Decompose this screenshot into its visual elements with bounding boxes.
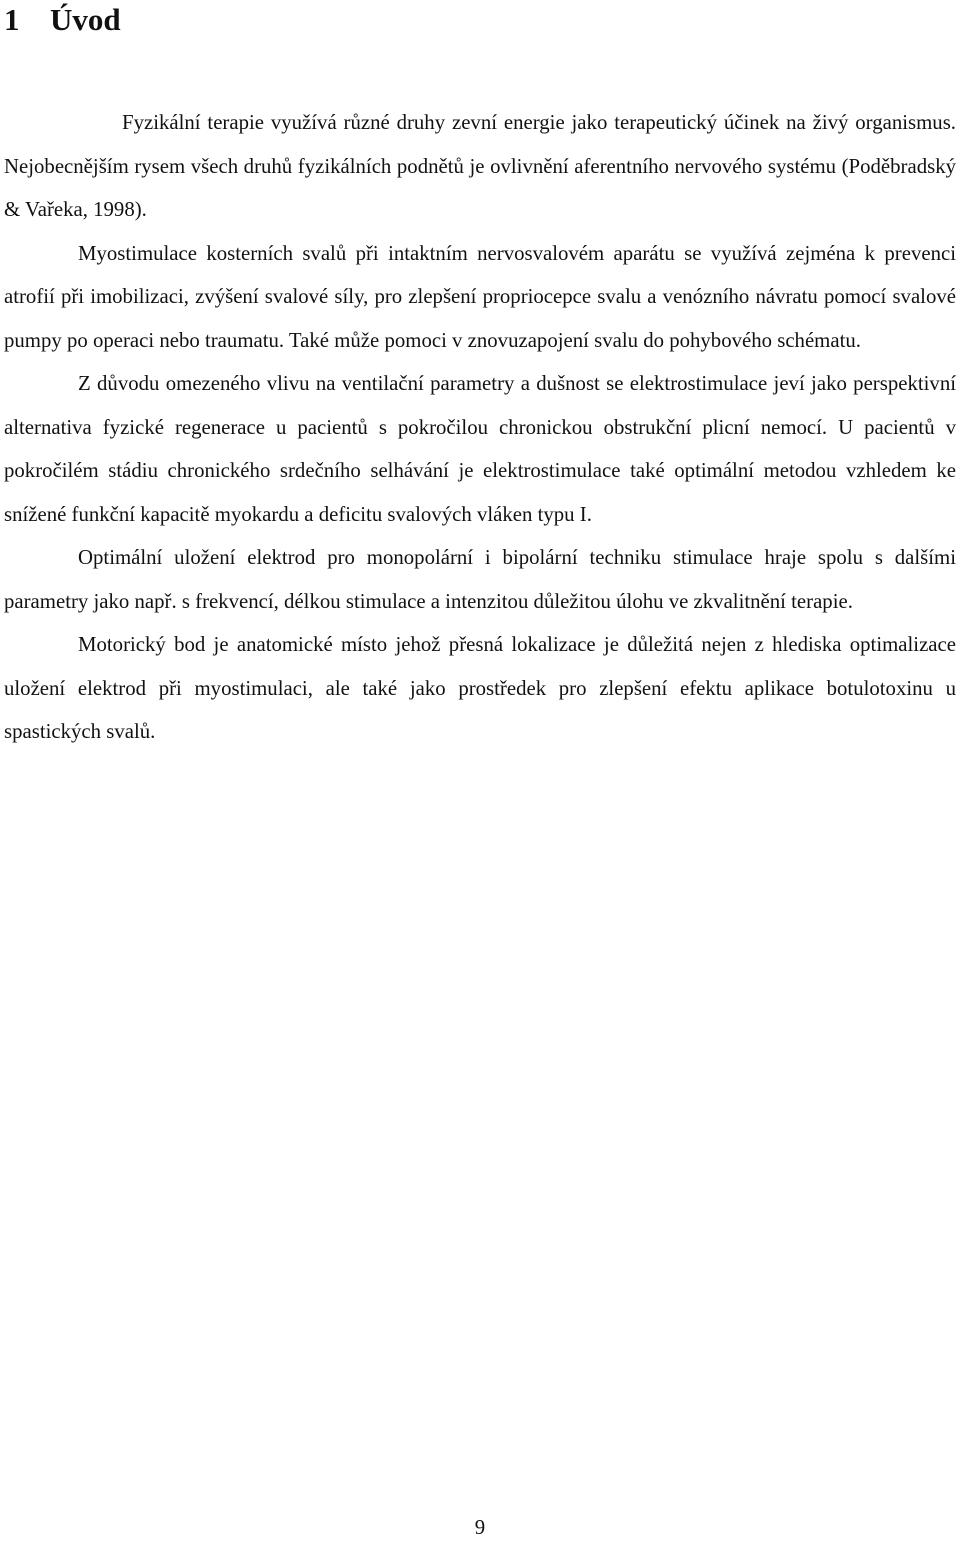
- chapter-number: 1: [4, 2, 20, 37]
- paragraph-copd-heart-failure: Z důvodu omezeného vlivu na ventilační parametry a dušnost se elektrostimulace jeví jako perspektivní alternativa fyzické regenerace u pacientů s pokročilou chronickou obstrukční plicní nemocí. U pacientů v pokročilém stádiu chronického srdečního selhávání je elektrostimulace také optimální metodou vzhledem ke snížené funkční kapacitě myokardu a deficitu svalových vláken typu I.: [4, 372, 956, 526]
- body-text: [4, 101, 956, 754]
- paragraph-motor-point: Motorický bod je anatomické místo jehož přesná lokalizace je důležitá nejen z hlediska optimalizace uložení elektrod při myostimulaci, ale také jako prostředek pro zlepšení efektu aplikace botulotoxinu u spastických svalů.: [4, 633, 956, 743]
- paragraph-electrode-placement: Optimální uložení elektrod pro monopolární i bipolární techniku stimulace hraje spolu s dalšími parametry jako např. s frekvencí, délkou stimulace a intenzitou důležitou úlohu ve zkvalitnění terapie.: [4, 546, 956, 613]
- page-number: 9: [474, 1516, 486, 1539]
- paragraph-myostimulation: Myostimulace kosterních svalů při intaktním nervosvalovém aparátu se využívá zejména k prevenci atrofií při imobilizaci, zvýšení svalové síly, pro zlepšení propriocepce svalu a venózního návratu pomocí svalové pumpy po operaci nebo traumatu. Také může pomoci v znovuzapojení svalu do pohybového schématu.: [4, 241, 956, 352]
- paragraph-intro: Fyzikální terapie využívá různé druhy zevní energie jako terapeutický účinek na živý organismus. Nejobecnějším rysem všech druhů fyzikálních podnětů je ovlivnění aferentního nervového systému (Poděbradský & Vařeka, 1998).: [4, 111, 956, 221]
- chapter-title: Úvod: [50, 2, 121, 37]
- chapter-heading: [4, 0, 121, 40]
